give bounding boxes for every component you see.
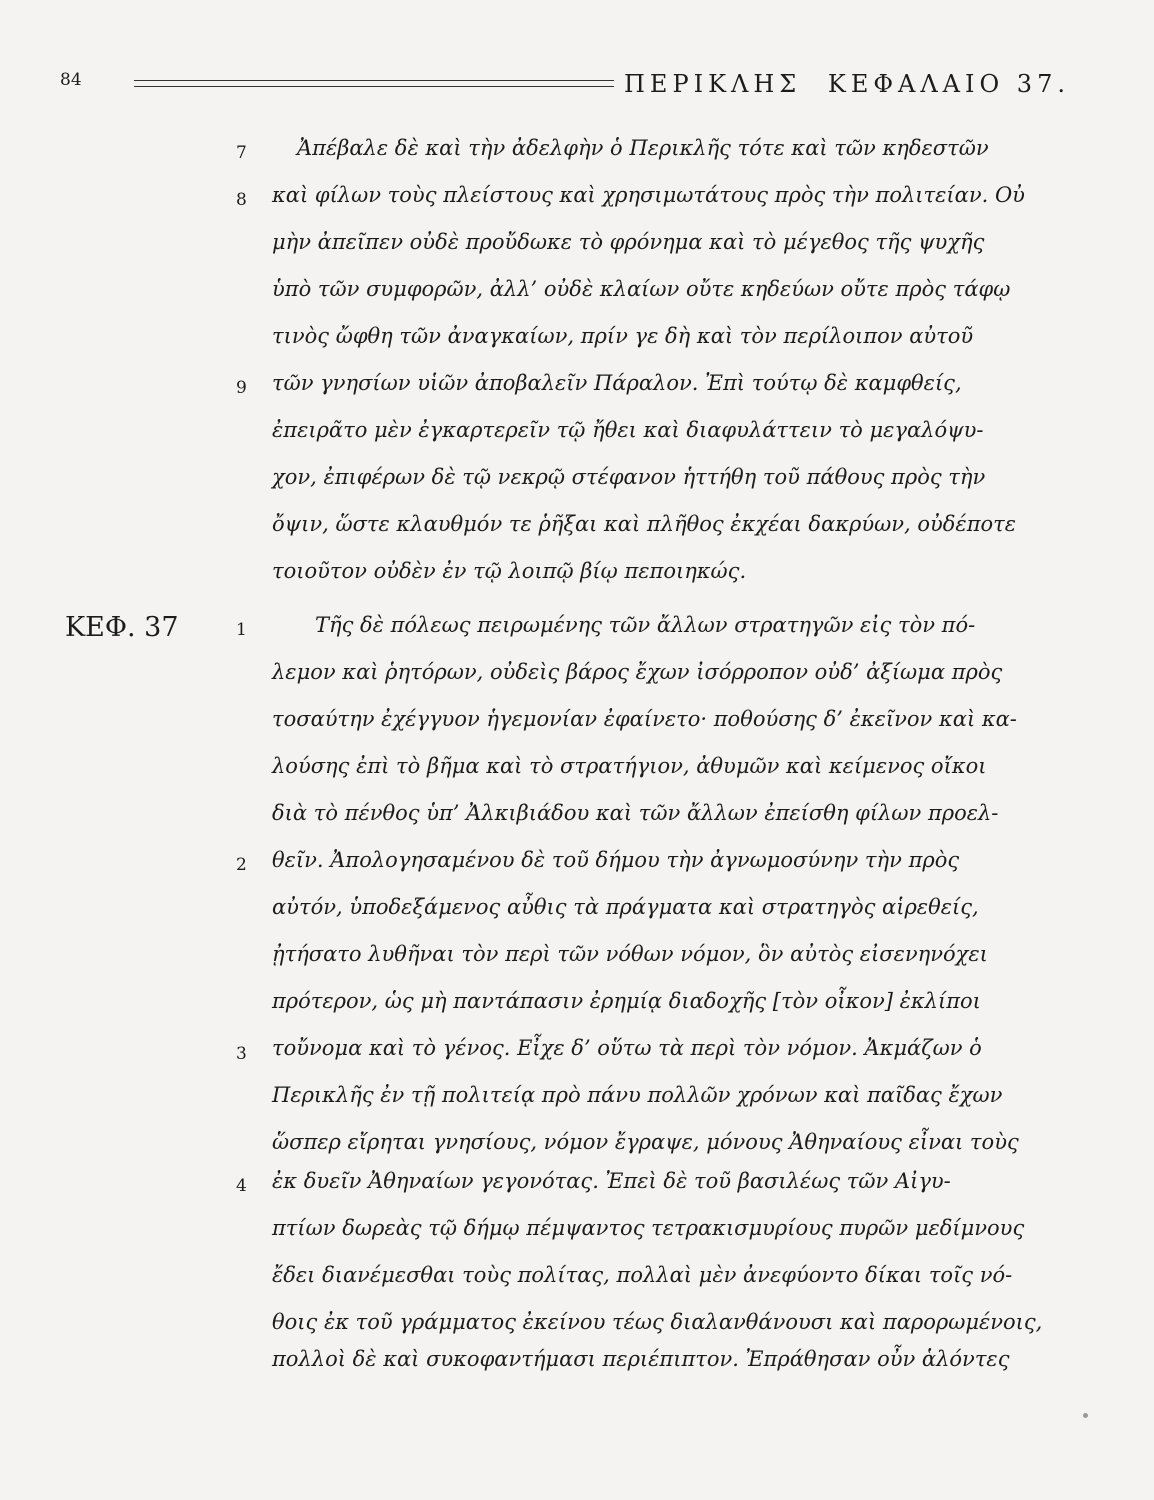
- page-number: 84: [60, 70, 82, 90]
- text-line: ἐπειρᾶτο μὲν ἐγκαρτερεῖν τῷ ἤθει καὶ διαφυλάττειν τὸ μεγαλόψυ-: [272, 418, 984, 442]
- margin-number: 2: [236, 855, 247, 875]
- text-line: λεμον καὶ ῥητόρων, οὐδεὶς βάρος ἔχων ἰσόρροπον οὐδ’ ἀξίωμα πρὸς: [272, 660, 1003, 684]
- text-line: διὰ τὸ πένθος ὑπ’ Ἀλκιβιάδου καὶ τῶν ἄλλων ἐπείσθη φίλων προελ-: [272, 801, 999, 825]
- text-line: τοὔνομα καὶ τὸ γένος. Εἶχε δ’ οὕτω τὰ περὶ τὸν νόμον. Ἀκμάζων ὁ: [272, 1036, 982, 1060]
- ink-speck: [1083, 1413, 1088, 1418]
- text-line: Ἀπέβαλε δὲ καὶ τὴν ἀδελφὴν ὁ Περικλῆς τότε καὶ τῶν κηδεστῶν: [297, 136, 989, 160]
- text-line: θεῖν. Ἀπολογησαμένου δὲ τοῦ δήμου τὴν ἀγνωμοσύνην τὴν πρὸς: [272, 848, 960, 872]
- chapter-label: ΚΕΦ. 37: [65, 612, 179, 643]
- text-line: τοσαύτην ἐχέγγυον ἡγεμονίαν ἐφαίνετο· ποθούσης δ’ ἐκεῖνον καὶ κα-: [272, 707, 1017, 731]
- text-line: Περικλῆς ἐν τῇ πολιτείᾳ πρὸ πάνυ πολλῶν χρόνων καὶ παῖδας ἔχων: [272, 1083, 1003, 1107]
- text-line: αὐτόν, ὑποδεξάμενος αὖθις τὰ πράγματα καὶ στρατηγὸς αἱρεθείς,: [272, 895, 979, 919]
- text-line: τῶν γνησίων υἱῶν ἀποβαλεῖν Πάραλον. Ἐπὶ τούτῳ δὲ καμφθείς,: [272, 371, 962, 395]
- text-line: θοις ἐκ τοῦ γράμματος ἐκείνου τέως διαλανθάνουσι καὶ παρορωμένοις,: [272, 1310, 1043, 1334]
- running-title: ΠΕΡΙΚΛΗΣ: [624, 70, 802, 98]
- chapter-heading: ΚΕΦΑΛΑΙΟ 37.: [827, 70, 1070, 98]
- running-head: [624, 70, 1070, 98]
- text-line: ἐκ δυεῖν Ἀθηναίων γεγονότας. Ἐπεὶ δὲ τοῦ βασιλέως τῶν Αἰγυ-: [272, 1169, 951, 1193]
- text-line: ὥσπερ εἴρηται γνησίους, νόμον ἔγραψε, μόνους Ἀθηναίους εἶναι τοὺς: [272, 1130, 1019, 1154]
- text-line: ᾐτήσατο λυθῆναι τὸν περὶ τῶν νόθων νόμον, ὃν αὐτὸς εἰσενηνόχει: [272, 942, 988, 966]
- text-line: πρότερον, ὡς μὴ παντάπασιν ἐρημίᾳ διαδοχῆς [τὸν οἶκον] ἐκλίποι: [272, 989, 981, 1013]
- text-line: πολλοὶ δὲ καὶ συκοφαντήμασι περιέπιπτον. Ἐπράθησαν οὖν ἁλόντες: [272, 1347, 1010, 1371]
- text-line: πτίων δωρεὰς τῷ δήμῳ πέμψαντος τετρακισμυρίους πυρῶν μεδίμνους: [272, 1216, 1025, 1240]
- text-line: Τῆς δὲ πόλεως πειρωμένης τῶν ἄλλων στρατηγῶν εἰς τὸν πό-: [315, 613, 976, 637]
- margin-number: 3: [236, 1044, 247, 1064]
- text-line: χον, ἐπιφέρων δὲ τῷ νεκρῷ στέφανον ἡττήθη τοῦ πάθους πρὸς τὴν: [272, 465, 986, 489]
- text-line: μὴν ἀπεῖπεν οὐδὲ προὔδωκε τὸ φρόνημα καὶ τὸ μέγεθος τῆς ψυχῆς: [272, 230, 985, 254]
- text-line: καὶ φίλων τοὺς πλείστους καὶ χρησιμωτάτους πρὸς τὴν πολιτείαν. Οὐ: [272, 183, 1025, 207]
- margin-number: 7: [236, 143, 247, 163]
- text-line: τινὸς ὤφθη τῶν ἀναγκαίων, πρίν γε δὴ καὶ τὸν περίλοιπον αὐτοῦ: [272, 324, 974, 348]
- margin-number: 8: [236, 190, 247, 210]
- text-line: ὄψιν, ὥστε κλαυθμόν τε ῥῆξαι καὶ πλῆθος ἐκχέαι δακρύων, οὐδέποτε: [272, 512, 1017, 536]
- text-line: ὑπὸ τῶν συμφορῶν, ἀλλ’ οὐδὲ κλαίων οὔτε κηδεύων οὔτε πρὸς τάφῳ: [272, 277, 1011, 301]
- margin-number: 1: [236, 620, 247, 640]
- margin-number: 9: [236, 378, 247, 398]
- text-line: ἔδει διανέμεσθαι τοὺς πολίτας, πολλαὶ μὲν ἀνεφύοντο δίκαι τοῖς νό-: [272, 1263, 1013, 1287]
- header-rule: [134, 80, 614, 87]
- margin-number: 4: [236, 1176, 247, 1196]
- text-line: τοιοῦτον οὐδὲν ἐν τῷ λοιπῷ βίῳ πεποιηκώς.: [272, 559, 747, 583]
- text-line: λούσης ἐπὶ τὸ βῆμα καὶ τὸ στρατήγιον, ἀθυμῶν καὶ κείμενος οἴκοι: [272, 754, 987, 778]
